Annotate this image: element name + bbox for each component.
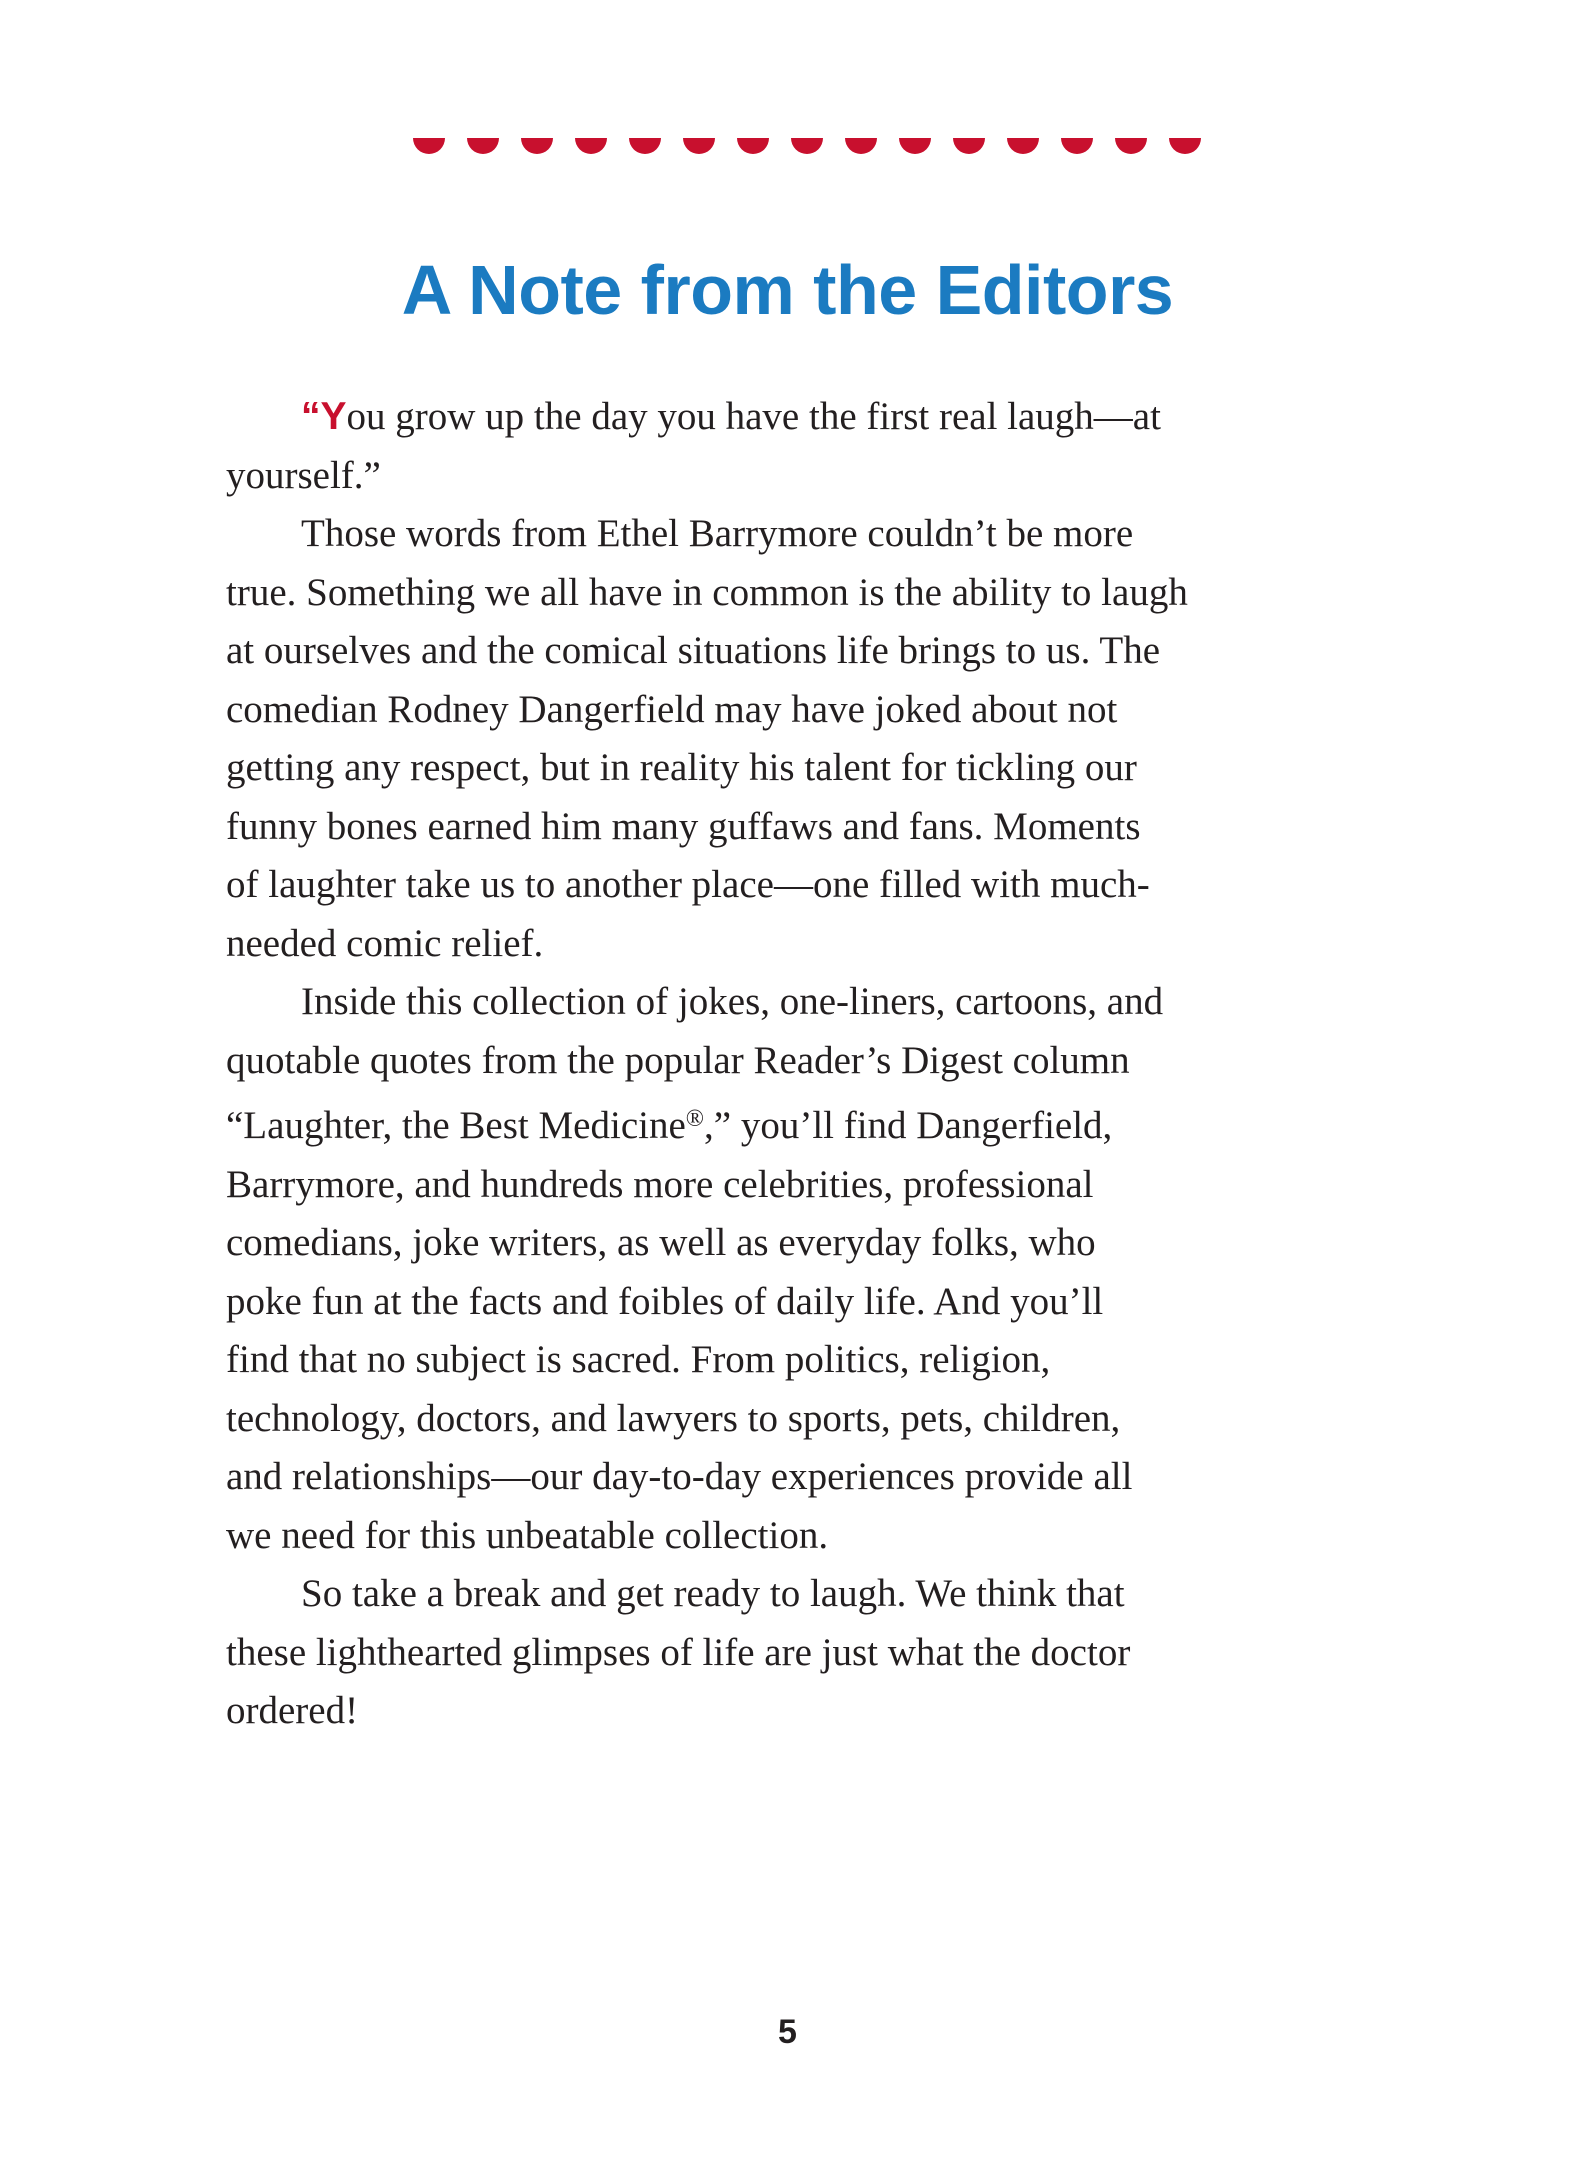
decorative-dot (1169, 138, 1201, 154)
paragraph-3-line-7: find that no subject is sacred. From politics, religion, (226, 1338, 1051, 1381)
paragraph-3-line-1: Inside this collection of jokes, one-liners, cartoons, and (301, 980, 1164, 1023)
decorative-dot (629, 138, 661, 154)
paragraph-2-line-6: funny bones earned him many guffaws and fans. Moments (226, 804, 1141, 848)
paragraph-4-line-3: ordered! (226, 1689, 359, 1732)
paragraph-1 (226, 388, 1396, 505)
decorative-dot (521, 138, 553, 154)
decorative-dot (737, 138, 769, 154)
paragraph-4-line-2: these lighthearted glimpses of life are just what the doctor (226, 1630, 1131, 1674)
decorative-dot (683, 138, 715, 154)
page-number: 5 (778, 2013, 797, 2051)
decorative-dot (845, 138, 877, 154)
article-body (226, 388, 1396, 1741)
paragraph-3-line-5: comedians, joke writers, as well as everyday folks, who (226, 1221, 1096, 1264)
decorative-dot-border (0, 138, 1575, 168)
page-title: A Note from the Editors (401, 251, 1174, 329)
paragraph-3-line-4: Barrymore, and hundreds more celebrities, professional (226, 1162, 1094, 1206)
paragraph-4 (226, 1565, 1396, 1741)
paragraph-2-line-4: comedian Rodney Dangerfield may have joked about not (226, 687, 1118, 731)
registered-trademark-symbol: ® (685, 1106, 705, 1132)
paragraph-3-line-9: and relationships—our day-to-day experiences provide all (226, 1455, 1133, 1498)
decorative-dot (791, 138, 823, 154)
decorative-dot (1061, 138, 1093, 154)
decorative-dot (575, 138, 607, 154)
paragraph-3-line-10: we need for this unbeatable collection. (226, 1513, 829, 1557)
paragraph-3 (226, 973, 1396, 1565)
paragraph-1-line-2: yourself.” (226, 453, 381, 497)
paragraph-2 (226, 505, 1396, 973)
decorative-dot (413, 138, 445, 154)
paragraph-1-line-1: “You grow up the day you have the first real laugh—at (301, 395, 1161, 438)
decorative-dot (899, 138, 931, 154)
decorative-dot (467, 138, 499, 154)
decorative-dot (1007, 138, 1039, 154)
drop-cap: “Y (301, 395, 347, 438)
paragraph-2-line-1: Those words from Ethel Barrymore couldn’t be more (301, 512, 1134, 555)
paragraph-2-line-2: true. Something we all have in common is the ability to laugh (226, 570, 1188, 614)
paragraph-4-line-1: So take a break and get ready to laugh. We think that (301, 1572, 1125, 1615)
decorative-dot (1115, 138, 1147, 154)
paragraph-2-line-5: getting any respect, but in reality his talent for tickling our (226, 746, 1137, 789)
decorative-dot (953, 138, 985, 154)
paragraph-3-line-3: “Laughter, the Best Medicine®,” you’ll find Dangerfield, (226, 1104, 1113, 1147)
paragraph-2-line-8: needed comic relief. (226, 921, 544, 965)
paragraph-3-line-8: technology, doctors, and lawyers to sports, pets, children, (226, 1396, 1121, 1440)
paragraph-2-line-3: at ourselves and the comical situations life brings to us. The (226, 629, 1161, 672)
paragraph-2-line-7: of laughter take us to another place—one filled with much- (226, 863, 1150, 906)
paragraph-3-line-2: quotable quotes from the popular Reader’s Digest column (226, 1038, 1130, 1082)
paragraph-3-line-6: poke fun at the facts and foibles of daily life. And you’ll (226, 1279, 1104, 1323)
